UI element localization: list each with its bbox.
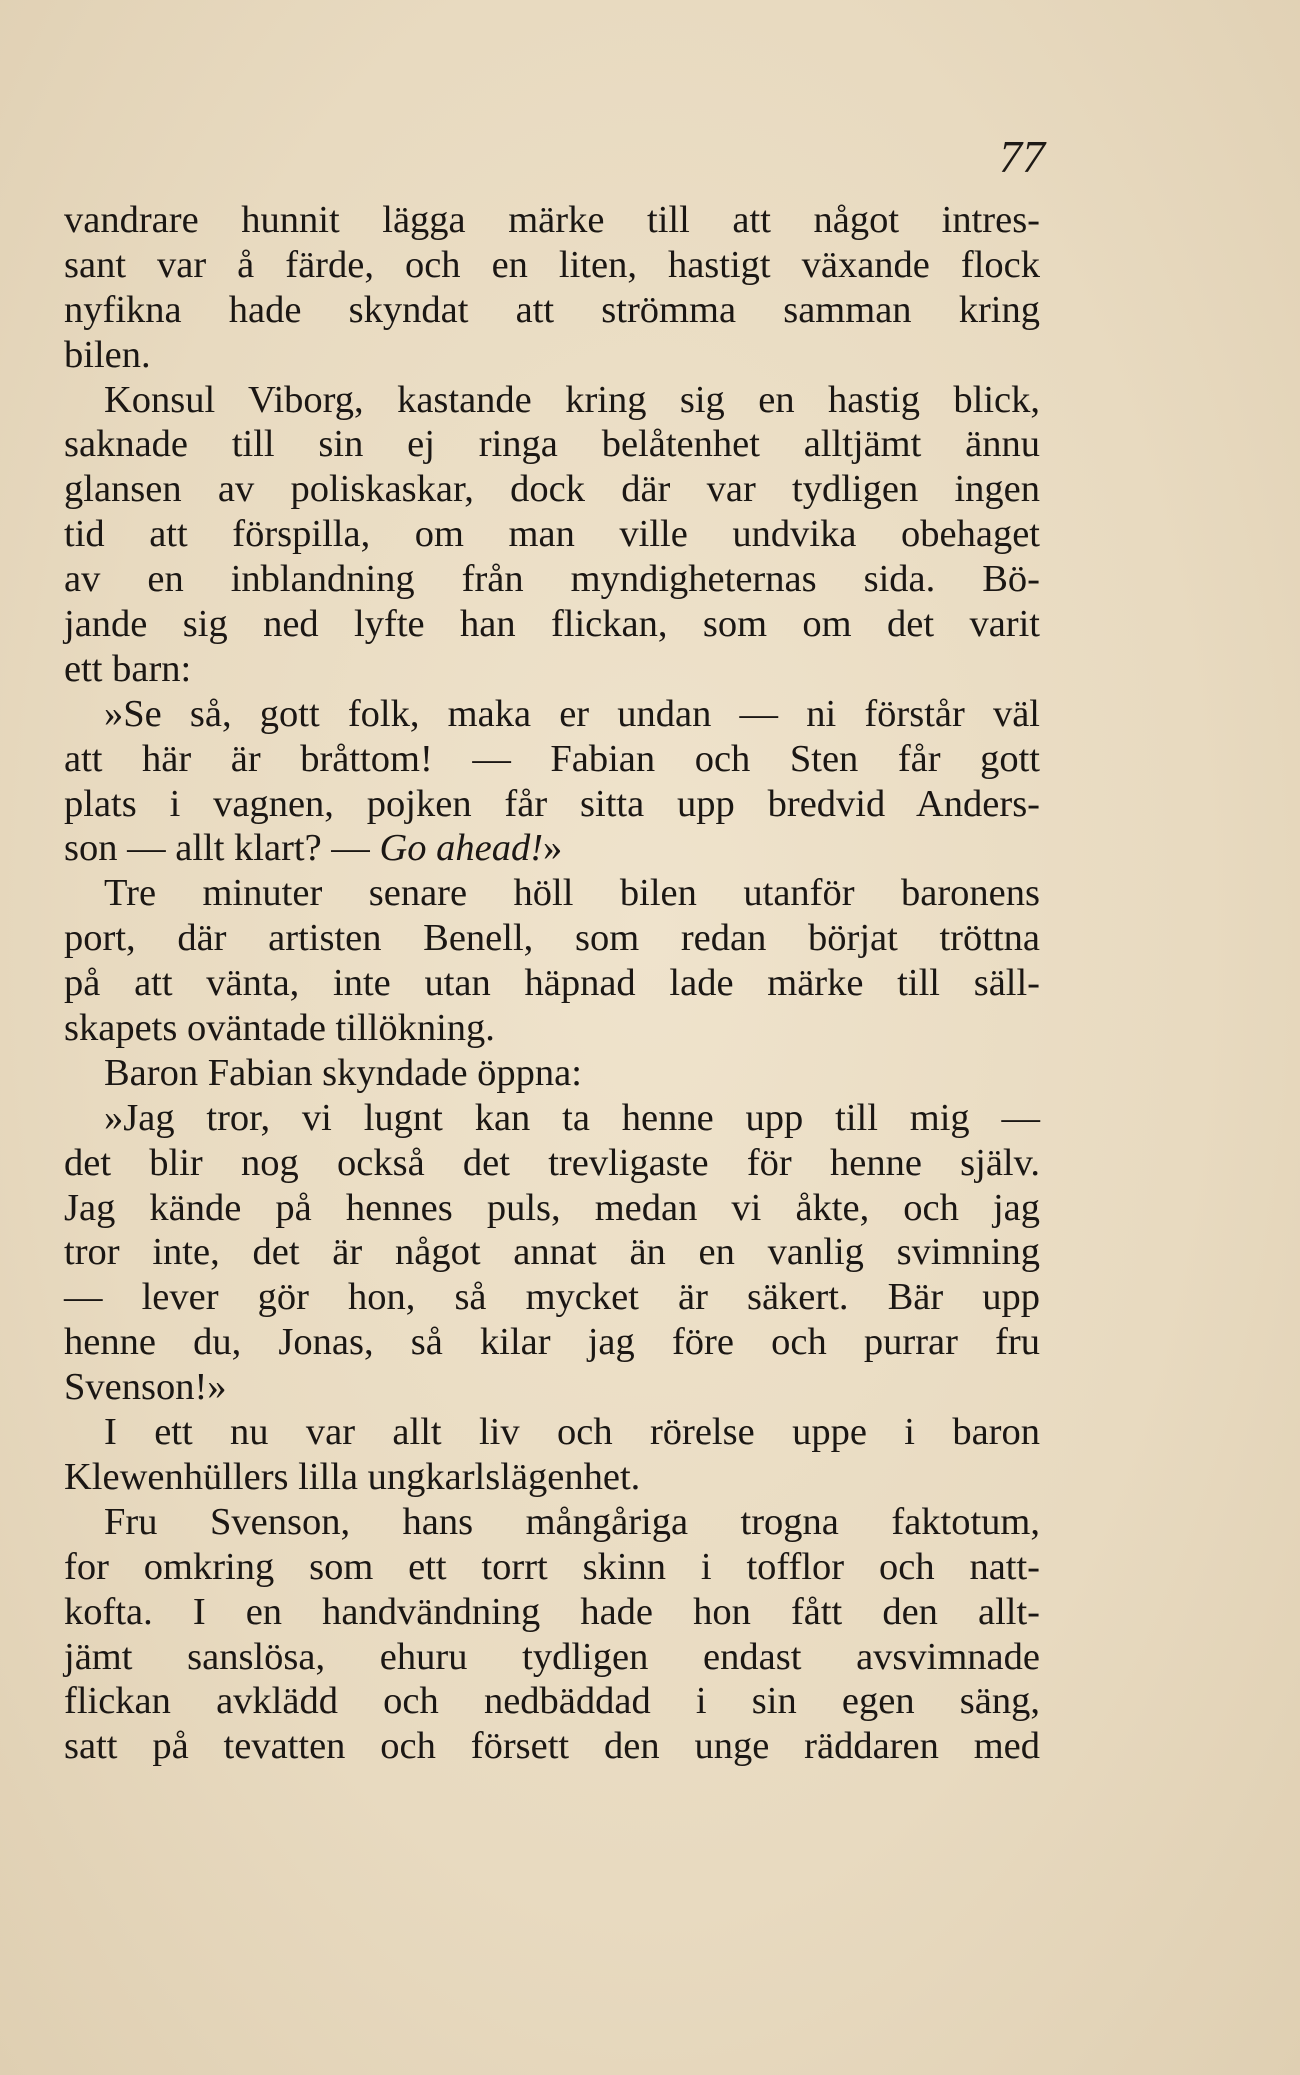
text-line: flickan avklädd och nedbäddad i sin egen säng,	[64, 1680, 1040, 1723]
text-line: henne du, Jonas, så kilar jag före och purrar fru	[64, 1321, 1040, 1364]
text-line: glansen av poliskaskar, dock där var tydligen ingen	[64, 468, 1040, 511]
text-line: Baron Fabian skyndade öppna:	[104, 1051, 582, 1094]
page-number: 77	[999, 131, 1045, 182]
text-line: kofta. I en handvändning hade hon fått den allt-	[64, 1590, 1040, 1633]
text-line: nyfikna hade skyndat att strömma samman kring	[64, 288, 1040, 331]
text-line: for omkring som ett torrt skinn i tofflor och natt-	[64, 1545, 1040, 1588]
text-line: Klewenhüllers lilla ungkarlslägenhet.	[64, 1455, 641, 1498]
text-line: port, där artisten Benell, som redan börjat tröttna	[64, 917, 1040, 960]
text-line: skapets oväntade tillökning.	[64, 1007, 495, 1050]
text-line: det blir nog också det trevligaste för henne själv.	[64, 1141, 1040, 1184]
text-line: plats i vagnen, pojken får sitta upp bredvid Anders-	[64, 782, 1040, 825]
body-text	[64, 198, 1040, 1769]
text-line: Svenson!»	[64, 1366, 227, 1409]
text-line: son — allt klart? — Go ahead!»	[64, 827, 563, 870]
text-line: att här är bråttom! — Fabian och Sten får gott	[64, 737, 1040, 780]
text-line: sant var å färde, och en liten, hastigt växande flock	[64, 243, 1040, 286]
text-line: Tre minuter senare höll bilen utanför baronens	[104, 872, 1040, 915]
text-line: på att vänta, inte utan häpnad lade märke till säll-	[64, 962, 1040, 1005]
text-line: »Jag tror, vi lugnt kan ta henne upp till mig —	[104, 1096, 1040, 1139]
text-line: tid att förspilla, om man ville undvika obehaget	[64, 513, 1040, 556]
text-line: Konsul Viborg, kastande kring sig en hastig blick,	[104, 378, 1040, 421]
text-line: tror inte, det är något annat än en vanlig svimning	[64, 1231, 1040, 1274]
text-line: vandrare hunnit lägga märke till att något intres-	[64, 199, 1040, 241]
text-line: — lever gör hon, så mycket är säkert. Bär upp	[64, 1276, 1040, 1319]
text-line: jande sig ned lyfte han flickan, som om det varit	[64, 603, 1040, 646]
text-line: »Se så, gott folk, maka er undan — ni förstår väl	[104, 692, 1040, 735]
text-line: ett barn:	[64, 647, 192, 690]
text-line: av en inblandning från myndigheternas sida. Bö-	[64, 558, 1040, 601]
text-line: jämt sanslösa, ehuru tydligen endast avsvimnade	[64, 1635, 1040, 1678]
text-line: Fru Svenson, hans mångåriga trogna faktotum,	[104, 1500, 1040, 1543]
text-line: I ett nu var allt liv och rörelse uppe i baron	[104, 1411, 1040, 1454]
text-line: saknade till sin ej ringa belåtenhet alltjämt ännu	[64, 423, 1040, 466]
text-line: Jag kände på hennes puls, medan vi åkte, och jag	[64, 1186, 1040, 1229]
text-line: satt på tevatten och försett den unge räddaren med	[64, 1725, 1040, 1768]
text-line: bilen.	[64, 333, 151, 376]
